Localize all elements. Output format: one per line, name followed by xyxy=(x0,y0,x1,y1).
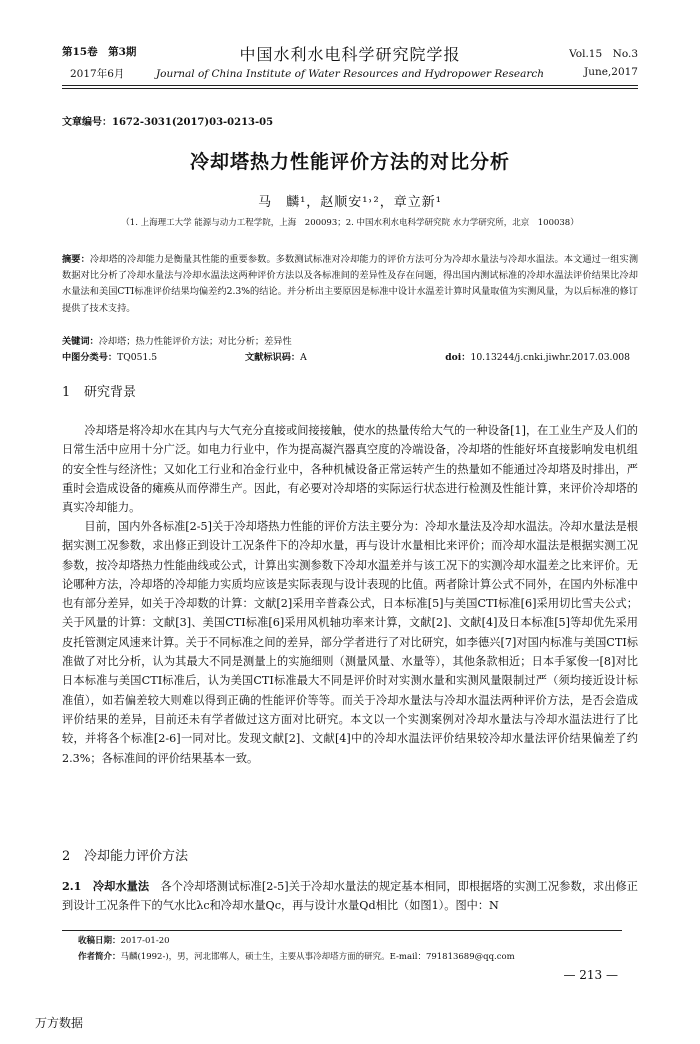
affiliations: （1. 上海理工大学 能源与动力工程学院，上海 200093；2. 中国水利水电科学研究院 水力学研究所，北京 100038） xyxy=(121,218,579,228)
abstract-text: 冷却塔的冷却能力是衡量其性能的重要参数。多数测试标准对冷却能力的评价方法可分为冷却水量法与冷却水温法。本文通过一组实测数据对比分析了冷却水量法与冷却水温法这两种评价方法以及各标准间的差异性及存在问题，得出国内测试标准的冷却水温法评价结果比冷却水量法和美国CTI标准评价结果均偏差约2.3%的结论。并分析出主要原因是标准中设计水温差计算时风量取值为实测风量，为以后标准的修订提供了技术支持。 xyxy=(62,254,639,314)
footnote-rule xyxy=(62,930,622,931)
journal-name-cn: 中国水利水电科学研究院学报 xyxy=(239,45,461,64)
running-header-bottom xyxy=(62,66,638,82)
doi: doi：10.13244/j.cnki.jiwhr.2017.03.008 xyxy=(445,352,630,363)
article-number: 文章编号：1672-3031(2017)03-0213-05 xyxy=(62,117,274,128)
watermark: 万方数据 xyxy=(35,1016,84,1030)
footnotes xyxy=(78,933,515,965)
paragraph: 冷却塔是将冷却水在其内与大气充分直接或间接接触，使水的热量传给大气的一种设备[1]，在工业生产及人们的日常生活中应用十分广泛。如电力行业中，作为提高凝汽器真空度的冷端设备，冷却塔的性能好坏直接影响发电机组的安全性与经济性；又如化工行业和冶金行业中，各种机械设备正常运转产生的热量如不能通过冷却塔及时排出，严重时会造成设备的瘫痪从而停滞生产。因此，有必要对冷却塔的实际运行状态进行检测及性能计算，来评价冷却塔的真实冷却能力。 xyxy=(62,424,638,515)
paper-title: 冷却塔热力性能评价方法的对比分析 xyxy=(189,151,510,173)
received-date: 收稿日期：2017-01-20 xyxy=(78,936,170,946)
clc-code: 中图分类号：TQ051.5 xyxy=(62,352,158,363)
running-header-top xyxy=(62,44,638,62)
paragraph: 2.1 冷却水量法 各个冷却塔测试标准[2-5]关于冷却水量法的规定基本相同，即根据塔的实测工况参数，求出修正到设计工况条件下的气水比λc和冷却水量Qc，再与设计水量Qd相比（如图1）。图中：N xyxy=(62,879,638,913)
date-en: June,2017 xyxy=(583,66,638,78)
document-code: 文献标识码：A xyxy=(245,352,307,363)
author-bio: 作者简介：马麟(1992-)，男，河北邯郸人，硕士生，主要从事冷却塔方面的研究。E-mail：791813689@qq.com xyxy=(78,952,515,962)
abstract-label: 摘要： xyxy=(62,254,90,265)
section-heading: 2 冷却能力评价方法 xyxy=(62,849,189,864)
keywords xyxy=(62,333,638,347)
volume-label: Vol.15 No.3 xyxy=(569,48,638,60)
journal-name-en: Journal of China Institute of Water Resources and Hydropower Research xyxy=(155,68,545,80)
keywords-text: 冷却塔；热力性能评价方法；对比分析；差异性 xyxy=(98,336,292,347)
keywords-label: 关键词： xyxy=(62,336,99,347)
header-rule xyxy=(62,85,638,86)
page-number: — 213 — xyxy=(563,968,618,982)
abstract xyxy=(62,252,638,317)
author-list: 马 麟¹，赵顺安¹˒²，章立新¹ xyxy=(258,195,442,210)
issue-label: 第15卷 第3期 xyxy=(62,46,137,58)
section-heading: 1 研究背景 xyxy=(62,385,137,400)
date-cn: 2017年6月 xyxy=(70,68,125,80)
header-rule-thin xyxy=(62,88,638,89)
classification-row xyxy=(62,349,638,363)
subsection-heading: 2.1 冷却水量法 xyxy=(62,879,150,893)
paragraph: 目前，国内外各标准[2-5]关于冷却塔热力性能的评价方法主要分为：冷却水量法及冷却水温法。冷却水量法是根据实测工况参数，求出修正到设计工况条件下的冷却水量，再与设计水量相比来评价；而冷却水温法是根据实测工况参数，按冷却塔热力性能曲线或公式，计算出实测参数下冷却水温差并与该工况下的实测冷却水温差之比来评价。无论哪种方法，冷却塔的冷却能力实质均应该是实际表现与设计表现的比值。两者除计算公式不同外，在国内外标准中也有部分差异，如关于冷却数的计算：文献[2]采用辛普森公式，日本标准[5]与美国CTI标准[6]采用切比雪夫公式；关于风量的计算：文献[3]、美国CTI标准[6]采用风机轴功率来计算，文献[2]、文献[4]及日本标准[5]等却优先采用皮托管测定风速来计算。关于不同标准之间的差异，部分学者进行了对比研究，如李德兴[7]对国内标准与美国CTI标准做了对比分析，认为其最大不同是测量上的实施细则（测量风量、水量等），其他条款相近；日本手冢俊一[8]对比日本标准与美国CTI标准后，认为美国CTI标准最大不同是评价时对实测水量和实测风量限制过严（须均接近设计标准值），如若偏差较大则难以得到正确的性能评价等等。而关于冷却水量法与冷却水温法两种评价方法，是否会造成评价结果的差异，目前还未有学者做过这方面对比研究。本文以一个实测案例对冷却水量法与冷却水温法进行了比较，并将各个标准[2-6]一同对比。发现文献[2]、文献[4]中的冷却水温法评价结果较冷却水量法评价结果偏差了约2.3%；各标准间的评价结果基本一致。 xyxy=(62,520,638,765)
